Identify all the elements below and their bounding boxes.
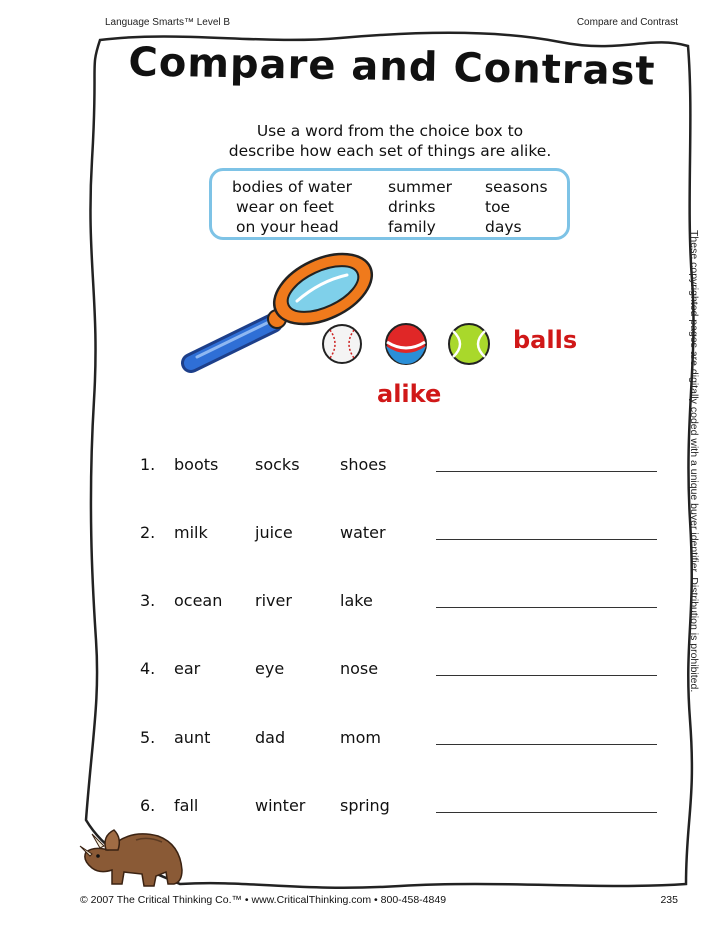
instruction-line-2: describe how each set of things are alike. [228, 142, 552, 160]
exercise-row [0, 523, 716, 549]
instruction-line-1: Use a word from the choice box to [256, 122, 524, 140]
page-title: Compare and Contrast [128, 39, 656, 95]
header-level-label: Language Smarts™ Level B [105, 17, 231, 28]
exercise-row [0, 796, 716, 822]
item-word: water [340, 523, 386, 542]
item-word: shoes [340, 455, 387, 474]
exercise-row [0, 728, 716, 754]
baseball-icon [323, 325, 361, 363]
item-word: boots [174, 455, 219, 474]
choice-word: toe [485, 198, 511, 216]
tennis-ball-icon [449, 324, 489, 364]
answer-line[interactable] [436, 607, 657, 608]
instructions [180, 121, 600, 161]
item-number: 3. [140, 591, 156, 610]
example-balls [320, 322, 495, 368]
item-word: milk [174, 523, 208, 542]
item-word: river [255, 591, 292, 610]
choice-word: on your head [236, 218, 339, 236]
red-ball-icon [386, 324, 426, 364]
item-word: mom [340, 728, 381, 747]
choice-box [209, 168, 570, 240]
triceratops-icon [78, 820, 188, 888]
item-word: nose [340, 659, 379, 678]
choice-word: days [485, 218, 522, 236]
example-answer: balls [513, 326, 578, 354]
item-word: socks [255, 455, 300, 474]
answer-line[interactable] [436, 539, 657, 540]
exercise-row [0, 591, 716, 617]
item-word: ocean [174, 591, 223, 610]
item-number: 4. [140, 659, 156, 678]
choice-word: summer [388, 178, 453, 196]
item-number: 5. [140, 728, 156, 747]
item-word: fall [174, 796, 199, 815]
header-topic-label: Compare and Contrast [576, 17, 678, 28]
item-word: lake [340, 591, 373, 610]
footer-copyright: © 2007 The Critical Thinking Co.™ • www.CriticalThinking.com • 800-458-4849 [80, 894, 447, 906]
item-word: spring [340, 796, 390, 815]
item-number: 2. [140, 523, 156, 542]
item-number: 6. [140, 796, 156, 815]
item-word: aunt [174, 728, 211, 747]
answer-line[interactable] [436, 812, 657, 813]
answer-line[interactable] [436, 471, 657, 472]
choice-word: family [388, 218, 436, 236]
example-caption: alike [377, 380, 442, 408]
item-word: winter [255, 796, 306, 815]
page-number: 235 [660, 894, 678, 906]
choice-word: wear on feet [236, 198, 334, 216]
choice-word: drinks [388, 198, 436, 216]
item-word: ear [174, 659, 201, 678]
item-word: dad [255, 728, 286, 747]
choice-word: seasons [485, 178, 548, 196]
answer-line[interactable] [436, 675, 657, 676]
copyright-side-note: These copyrighted pages are digitally coded with a unique buyer identifier. Distribution is prohibited. [688, 230, 700, 693]
exercise-row [0, 659, 716, 685]
item-number: 1. [140, 455, 156, 474]
item-word: eye [255, 659, 285, 678]
choice-word: bodies of water [232, 178, 353, 196]
answer-line[interactable] [436, 744, 657, 745]
exercise-row [0, 455, 716, 481]
item-word: juice [255, 523, 293, 542]
